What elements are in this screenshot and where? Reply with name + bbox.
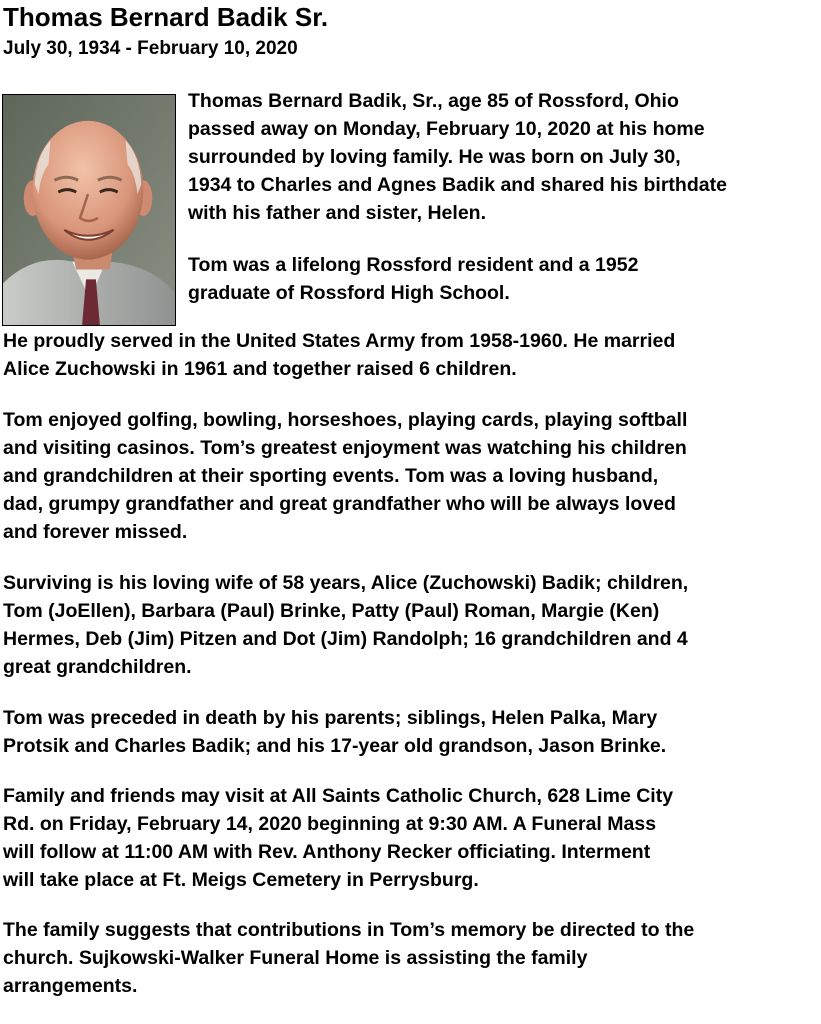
obituary-paragraph: Thomas Bernard Badik, Sr., age 85 of Rossford, Ohio passed away on Monday, February 10, 2020 at his home surrounded by loving family. He was born on July 30, 1934 to Charles and Agnes Badik and shared his birthdate with his father and sister, Helen. (188, 90, 727, 224)
obituary-paragraph: Tom enjoyed golfing, bowling, horseshoes, playing cards, playing softball and visiting casinos. Tom’s greatest enjoyment was watching his children and grandchildren at their sporting events. Tom was a loving husband, dad, grumpy grandfather and great grandfather who will be always loved and forever missed. (3, 409, 688, 543)
obituary-paragraph: Tom was a lifelong Rossford resident and a 1952 graduate of Rossford High School. (188, 254, 639, 304)
obituary-paragraph: He proudly served in the United States Army from 1958-1960. He married Alice Zuchowski in 1961 and together raised 6 children. (3, 330, 676, 380)
obituary-paragraph: Tom was preceded in death by his parents; siblings, Helen Palka, Mary Protsik and Charles Badik; and his 17-year old grandson, Jason Brinke. (3, 707, 667, 757)
obituary-name: Thomas Bernard Badik Sr. (3, 2, 329, 32)
obituary-dates: July 30, 1934 - February 10, 2020 (3, 38, 298, 59)
portrait-image (3, 95, 175, 325)
obituary-paragraph: The family suggests that contributions in Tom’s memory be directed to the church. Sujkowski-Walker Funeral Home is assisting the family arrangements. (3, 919, 695, 997)
portrait-photo (2, 94, 176, 326)
obituary-paragraph: Surviving is his loving wife of 58 years, Alice (Zuchowski) Badik; children, Tom (JoEllen), Barbara (Paul) Brinke, Patty (Paul) Roman, Margie (Ken) Hermes, Deb (Jim) Pitzen and Dot (Jim) Randolph; 16 grandchildren and 4 great grandchildren. (3, 572, 689, 678)
obituary-paragraph: Family and friends may visit at All Saints Catholic Church, 628 Lime City Rd. on Friday, February 14, 2020 beginning at 9:30 AM. A Funeral Mass will follow at 11:00 AM with Rev. Anthony Recker officiating. Interment will take place at Ft. Meigs Cemetery in Perrysburg. (3, 785, 674, 891)
